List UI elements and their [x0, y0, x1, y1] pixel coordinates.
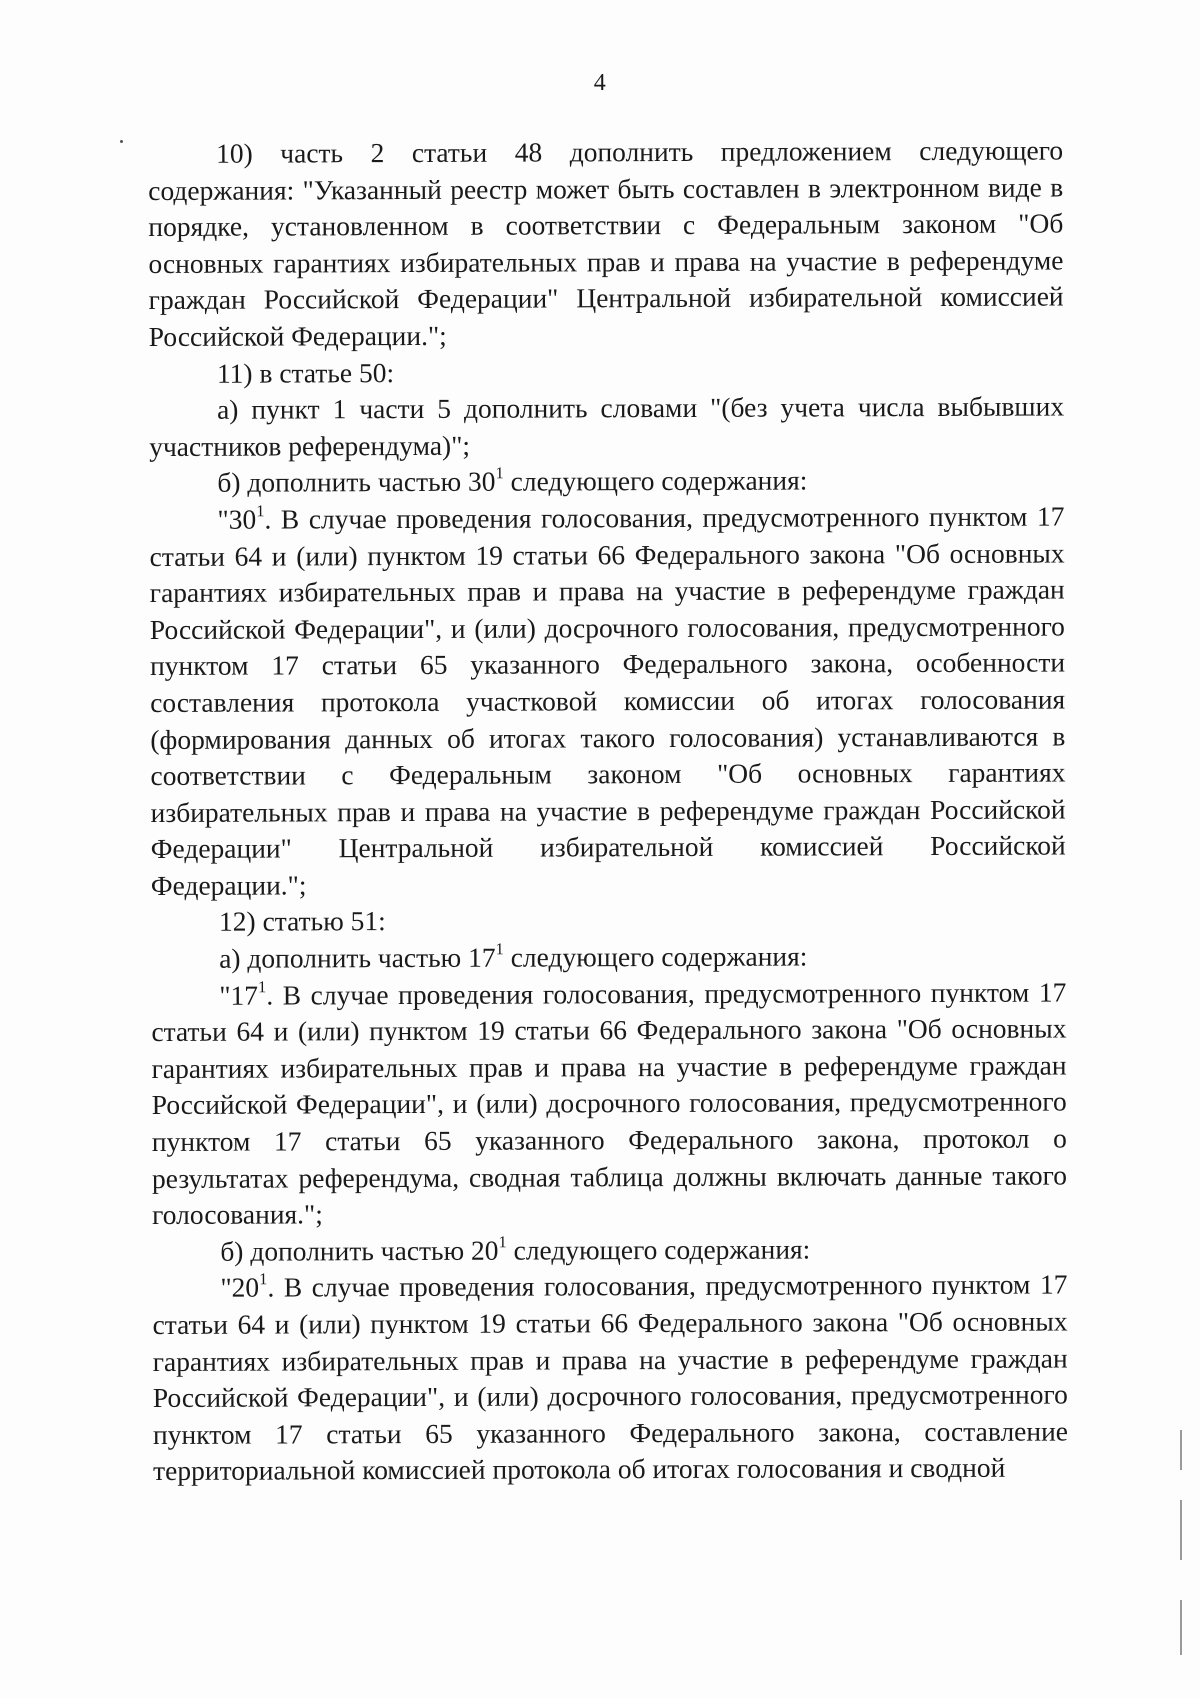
text-segment: "20	[220, 1271, 260, 1304]
superscript: 1	[257, 976, 267, 996]
paragraph-part-30-1	[149, 498, 1066, 904]
paragraph-item-12a	[151, 938, 1066, 978]
superscript: 1	[495, 939, 504, 959]
superscript: 1	[259, 1269, 268, 1289]
paragraph-item-11b	[149, 462, 1064, 502]
superscript: 1	[498, 1232, 507, 1252]
superscript: 1	[495, 463, 504, 483]
paragraph-part-17-1	[151, 974, 1067, 1234]
scan-speck	[120, 140, 123, 143]
text-segment: следующего содержания:	[506, 1233, 811, 1266]
text-segment: следующего содержания:	[503, 464, 808, 497]
paragraph-item-12: 12) статью 51:	[218, 905, 386, 938]
scan-edge-mark	[1180, 1500, 1182, 1560]
text-segment: следующего содержания:	[503, 940, 808, 973]
paragraph-item-11a: а) пункт 1 части 5 дополнить словами "(без учета числа выбывших участников референдума)";	[149, 390, 1065, 462]
text-segment: а) дополнить частью 17	[219, 941, 496, 974]
paragraph-item-12b	[152, 1230, 1067, 1270]
scan-edge-mark	[1180, 1600, 1182, 1655]
page-number: 4	[593, 70, 607, 96]
text-segment: б) дополнить частью 20	[220, 1234, 499, 1267]
text-segment: . В случае проведения голосования, предусмотренного пунктом 17 статьи 64 и (или) пунктом 19 статьи 66 Федерального закона "Об основных гарантиях избирательных прав и права на участие в референдуме граждан Российской Федерации", и (или) досрочного голосования, предусмотренного пунктом 17 статьи 65 указанного Федерального закона, особенности составления протокола участковой комиссии об итогах голосования (формирования данных об итогах такого голосования) устанавливаются в соответствии с Федеральным законом "Об основных гарантиях избирательных прав и права на участие в референдуме граждан Российской Федерации" Центральной избирательной комиссией Российской Федерации.";	[149, 500, 1066, 901]
document-body	[148, 132, 1068, 1489]
text-segment: б) дополнить частью 30	[217, 466, 496, 499]
paragraph-part-20-1	[152, 1267, 1068, 1490]
text-segment: "30	[217, 503, 257, 535]
scan-edge-mark	[1180, 1430, 1182, 1470]
superscript: 1	[256, 501, 265, 521]
paragraph-item-11: 11) в статье 50:	[216, 356, 395, 389]
text-segment: . В случае проведения голосования, предусмотренного пунктом 17 статьи 64 и (или) пунктом 19 статьи 66 Федерального закона "Об основных гарантиях избирательных прав и права на участие в референдуме граждан Российской Федерации", и (или) досрочного голосования, предусмотренного пунктом 17 статьи 65 указанного Федерального закона, составление территориальной комиссией протокола об итогах голосования и сводной	[152, 1268, 1069, 1487]
paragraph-item-10: 10) часть 2 статьи 48 дополнить предложением следующего содержания: "Указанный реестр может быть составлен в электронном виде в порядке, установленном в соответствии с Федеральным законом "Об основных гарантиях избирательных прав и права на участие в референдуме граждан Российской Федерации" Центральной избирательной комиссией Российской Федерации.";	[148, 134, 1064, 352]
text-segment: . В случае проведения голосования, предусмотренного пунктом 17 статьи 64 и (или) пунктом 19 статьи 66 Федерального закона "Об основных гарантиях избирательных прав и права на участие в референдуме граждан Российской Федерации", и (или) досрочного голосования, предусмотренного пунктом 17 статьи 65 указанного Федерального закона, протокол о результатах референдума, сводная таблица должны включать данные такого голосования.";	[151, 976, 1068, 1231]
text-segment: "17	[219, 979, 259, 1011]
